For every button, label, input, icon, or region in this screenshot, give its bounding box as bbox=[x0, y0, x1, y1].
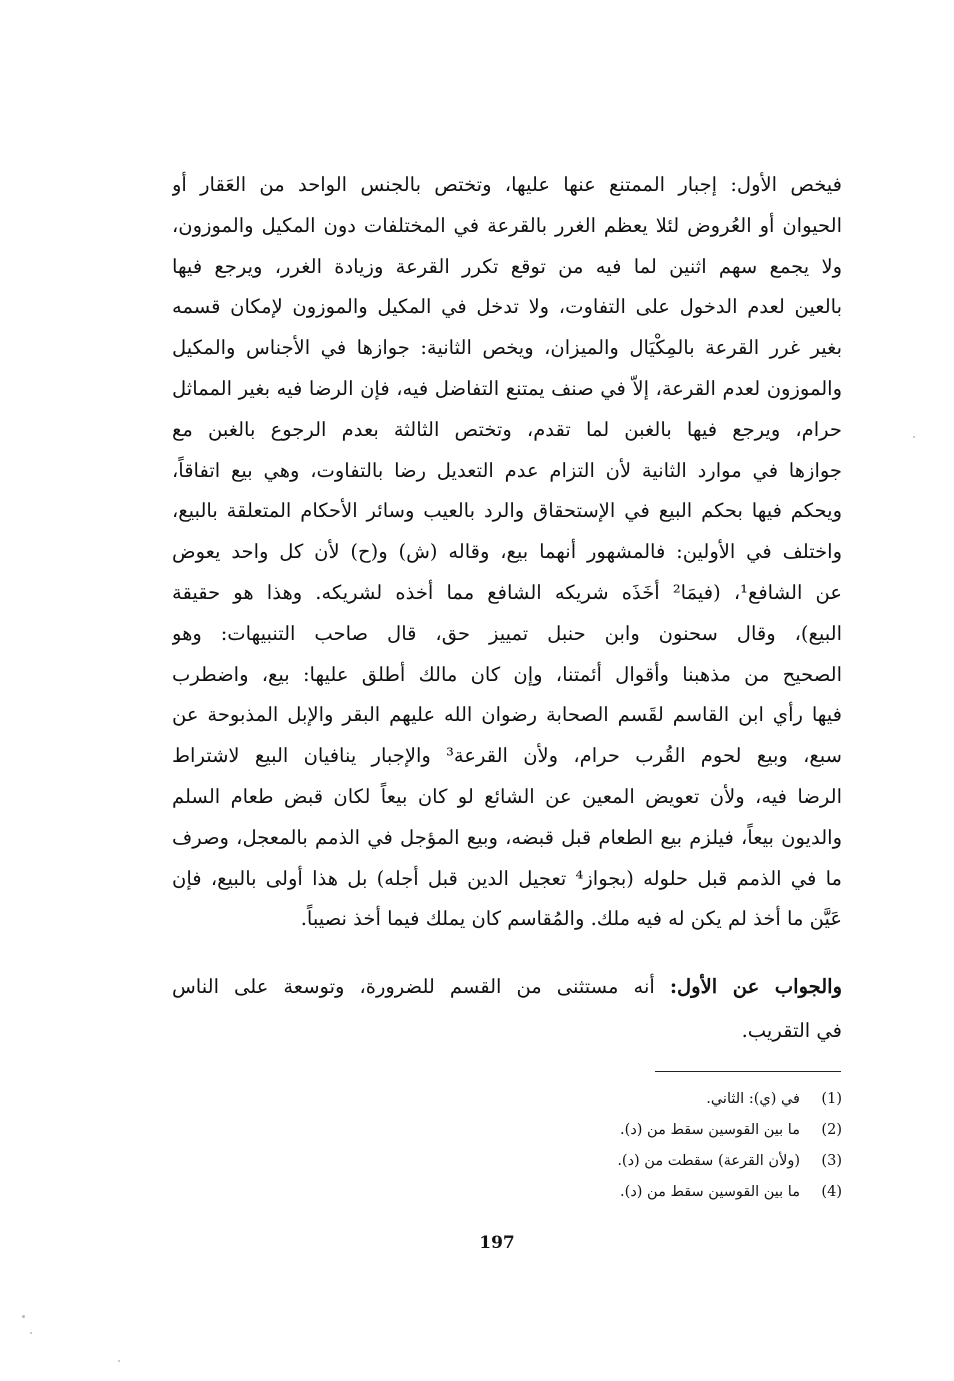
footnote-text: ما بين القوسين سقط من (د). bbox=[620, 1121, 800, 1138]
answer-line-2: في التقريب. bbox=[741, 1019, 842, 1042]
footnote bbox=[400, 1114, 842, 1145]
footnote bbox=[400, 1176, 842, 1207]
answer-line bbox=[172, 965, 842, 1009]
footnote bbox=[400, 1083, 842, 1114]
answer-heading: والجواب عن الأول: bbox=[669, 975, 842, 998]
footnotes bbox=[400, 1083, 842, 1207]
footnote-number: (3) bbox=[821, 1152, 842, 1169]
footnote-number: (4) bbox=[821, 1183, 842, 1200]
body-line: ويحكم فيها بحكم البيع في الإستحقاق والرد بالعيب وسائر الأحكام المتعلقة بالبيع، bbox=[172, 499, 842, 523]
body-line: والديون بيعاً، فيلزم بيع الطعام قبل قبضه، وبيع المؤجل في الذمم بالمعجل، وصرف bbox=[172, 825, 842, 849]
body-line: بالعين لعدم الدخول على التفاوت، ولا تدخل في المكيل والموزون لإمكان قسمه bbox=[172, 295, 842, 319]
body-line: عَيَّن ما أخذ لم يكن له فيه ملك. والمُقاسم كان يملك فيما أخذ نصيباً. bbox=[300, 907, 842, 931]
scan-speck bbox=[118, 1360, 120, 1362]
footnote-text: في (ي): الثاني. bbox=[706, 1090, 800, 1107]
footnote-text: ما بين القوسين سقط من (د). bbox=[620, 1183, 800, 1200]
scan-speck bbox=[913, 436, 915, 438]
body-line: واختلف في الأولين: فالمشهور أنهما بيع، وقاله (ش) و(ح) لأن كل واحد يعوض bbox=[172, 540, 842, 564]
body-line: حرام، ويرجع فيها بالغبن لما تقدم، وتختص الثالثة بعدم الرجوع بالغبن مع bbox=[172, 417, 842, 441]
body-line: الحيوان أو العُروض لئلا يعظم الغرر بالقرعة في المختلفات دون المكيل والموزون، bbox=[172, 213, 842, 237]
body-line: والموزون لعدم القرعة، إلاّ في صنف يمتنع التفاضل فيه، فإن الرضا فيه بغير المماثل bbox=[172, 376, 842, 400]
footnote-number: (1) bbox=[821, 1090, 842, 1107]
body-line: الصحيح من مذهبنا وأقوال أئمتنا، وإن كان مالك أطلق عليها: بيع، واضطرب bbox=[172, 662, 842, 686]
body-line: البيع)، وقال سحنون وابن حنبل تمييز حق، قال صاحب التنبيهات: وهو bbox=[172, 621, 842, 645]
answer-paragraph bbox=[172, 965, 842, 1053]
scan-speck bbox=[22, 1315, 25, 1318]
body-line: عن الشافع¹، (فيمَا² أخَذَه شريكه الشافع مما أخذه لشريكه. وهذا هو حقيقة bbox=[172, 580, 842, 604]
scan-speck bbox=[30, 1332, 32, 1334]
footnote-text: (ولأن القرعة) سقطت من (د). bbox=[617, 1152, 800, 1169]
body-line: فيخص الأول: إجبار الممتنع عنها عليها، وتختص بالجنس الواحد من العَقار أو bbox=[172, 173, 842, 196]
body-text bbox=[172, 165, 842, 940]
body-line: بغير غرر القرعة بالمِكْيَال والميزان، ويخص الثانية: جوازها في الأجناس والمكيل bbox=[172, 336, 842, 360]
body-line: سبع، وبيع لحوم القُرب حرام، ولأن القرعة³ والإجبار ينافيان البيع لاشتراط bbox=[172, 744, 842, 768]
body-line: فيها رأي ابن القاسم لقَسم الصحابة رضوان الله عليهم البقر والإبل المذبوحة عن bbox=[172, 703, 842, 727]
footnote bbox=[400, 1145, 842, 1176]
footnote-number: (2) bbox=[821, 1121, 842, 1138]
body-line: جوازها في موارد الثانية لأن التزام عدم التعديل رضا بالتفاوت، وهي بيع اتفاقاً، bbox=[172, 458, 842, 482]
body-line: ولا يجمع سهم اثنين لما فيه من توقع تكرر القرعة وزيادة الغرر، ويرجع فيها bbox=[172, 254, 842, 278]
body-line: الرضا فيه، ولأن تعويض المعين عن الشائع لو كان بيعاً لكان قبض طعام السلم bbox=[172, 784, 842, 808]
page-number: 197 bbox=[479, 1233, 515, 1253]
answer-text: أنه مستثنى من القسم للضرورة، وتوسعة على الناس bbox=[172, 975, 655, 998]
body-line: ما في الذمم قبل حلوله (بجواز⁴ تعجيل الدين قبل أجله) بل هذا أولى بالبيع، فإن bbox=[172, 866, 842, 890]
footnote-separator bbox=[655, 1071, 841, 1072]
